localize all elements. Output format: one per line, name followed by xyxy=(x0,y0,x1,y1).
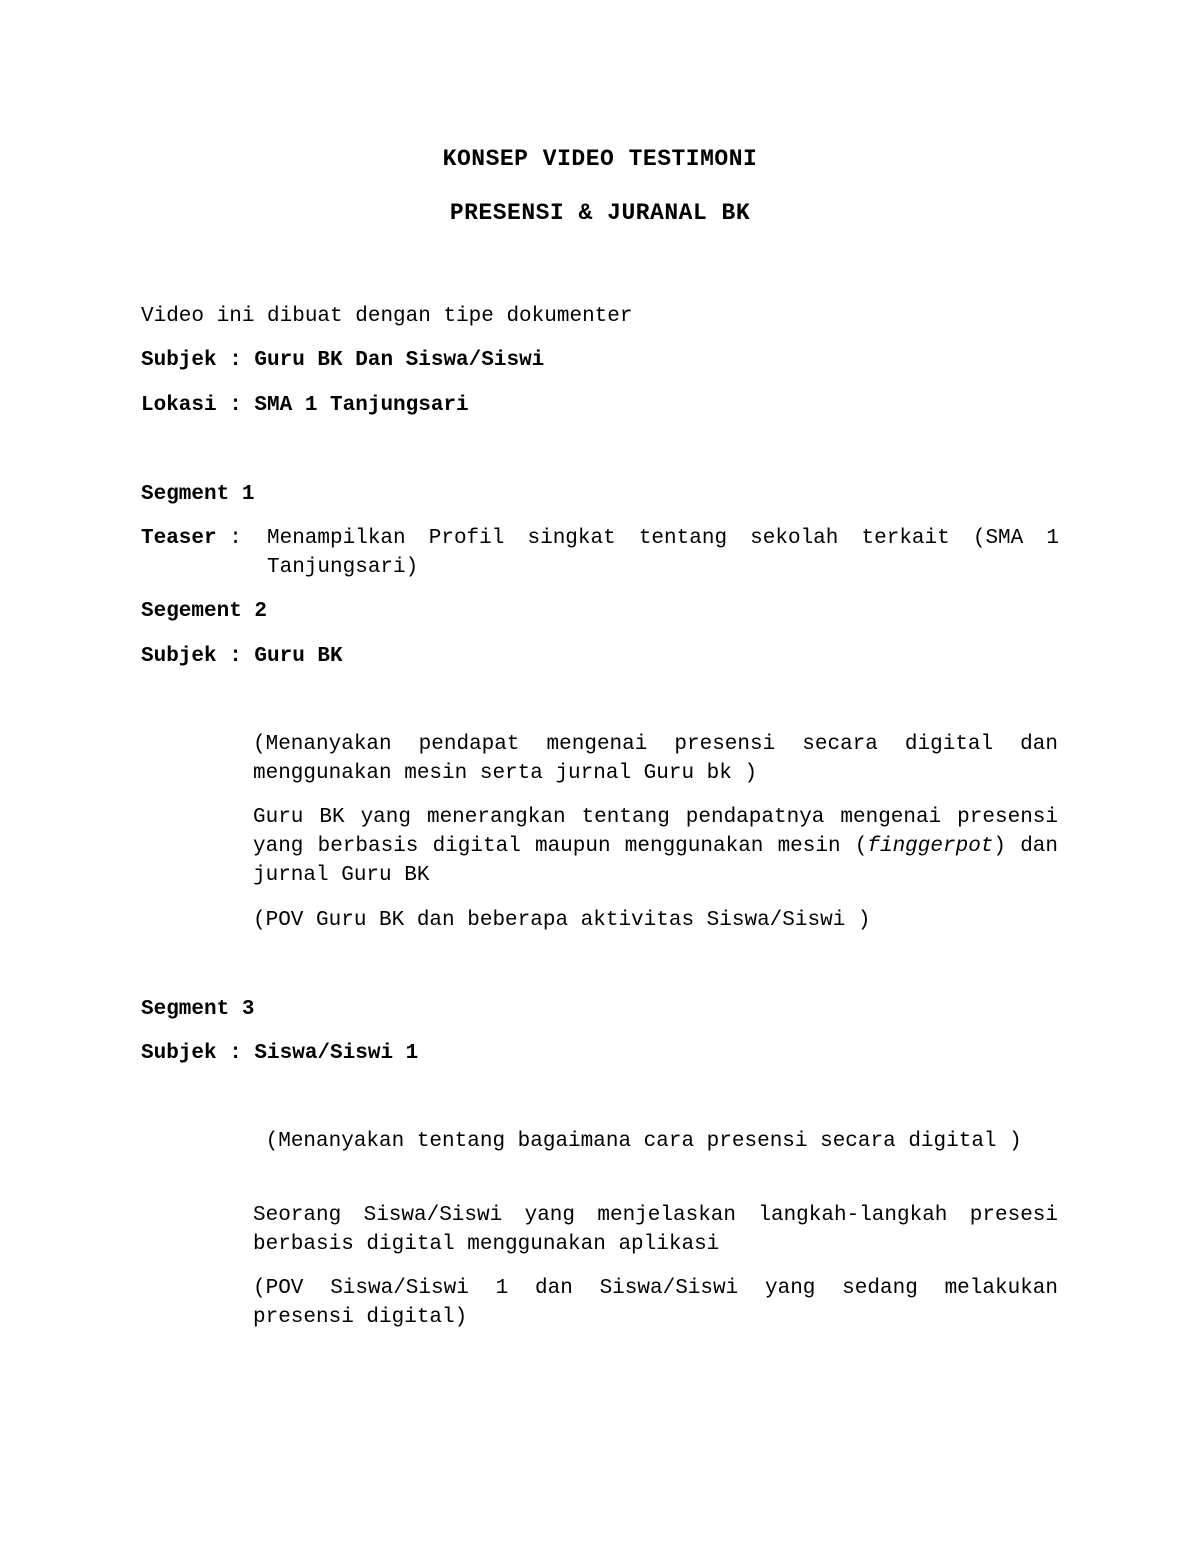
segment2-question: (Menanyakan pendapat mengenai presensi secara digital dan menggunakan mesin serta jurnal Guru bk ) xyxy=(253,733,1058,785)
subjek-line xyxy=(141,346,544,375)
segment3-description: Seorang Siswa/Siswi yang menjelaskan langkah-langkah presesi berbasis digital menggunakan aplikasi xyxy=(253,1204,1058,1256)
teaser-label: Teaser xyxy=(141,527,217,550)
segment3-subjek-label: Subjek : xyxy=(141,1042,255,1065)
segment3-heading: Segment 3 xyxy=(141,998,255,1021)
teaser-text: Menampilkan Profil singkat tentang sekolah terkait (SMA 1 Tanjungsari) xyxy=(267,527,1059,579)
segment2-description-end: ) dan jurnal Guru BK xyxy=(253,835,1058,887)
segment1-heading: Segment 1 xyxy=(141,483,255,506)
document-title: KONSEP VIDEO TESTIMONI xyxy=(442,146,758,172)
segment2-description xyxy=(253,803,1058,890)
lokasi-value: SMA 1 Tanjungsari xyxy=(254,394,469,417)
segment3-pov: (POV Siswa/Siswi 1 dan Siswa/Siswi yang sedang melakukan presensi digital) xyxy=(253,1277,1058,1329)
segment3-question: (Menanyakan tentang bagaimana cara presensi secara digital ) xyxy=(253,1130,1022,1153)
intro-text: Video ini dibuat dengan tipe dokumenter xyxy=(141,305,633,328)
teaser-label-line xyxy=(141,524,242,553)
teaser-colon: : xyxy=(216,527,242,550)
lokasi-label: Lokasi : xyxy=(141,394,255,417)
document-subtitle: PRESENSI & JURANAL BK xyxy=(449,200,751,226)
segment3-subjek-line xyxy=(141,1039,418,1068)
segment2-subjek-label: Subjek : xyxy=(141,645,255,668)
segment2-subjek-value: Guru BK xyxy=(254,645,343,668)
segment2-description-start: Guru BK yang menerangkan tentang pendapatnya mengenai presensi yang berbasis digital maupun menggunakan mesin ( xyxy=(253,806,1058,858)
segment2-description-italic: finggerpot xyxy=(867,835,994,858)
subjek-label: Subjek : xyxy=(141,349,255,372)
segment3-subjek-value: Siswa/Siswi 1 xyxy=(254,1042,419,1065)
segment2-pov: (POV Guru BK dan beberapa aktivitas Siswa/Siswi ) xyxy=(253,909,871,932)
subjek-value: Guru BK Dan Siswa/Siswi xyxy=(254,349,545,372)
lokasi-line xyxy=(141,391,469,420)
segment2-subjek-line xyxy=(141,642,343,671)
segment2-heading: Segement 2 xyxy=(141,600,268,623)
